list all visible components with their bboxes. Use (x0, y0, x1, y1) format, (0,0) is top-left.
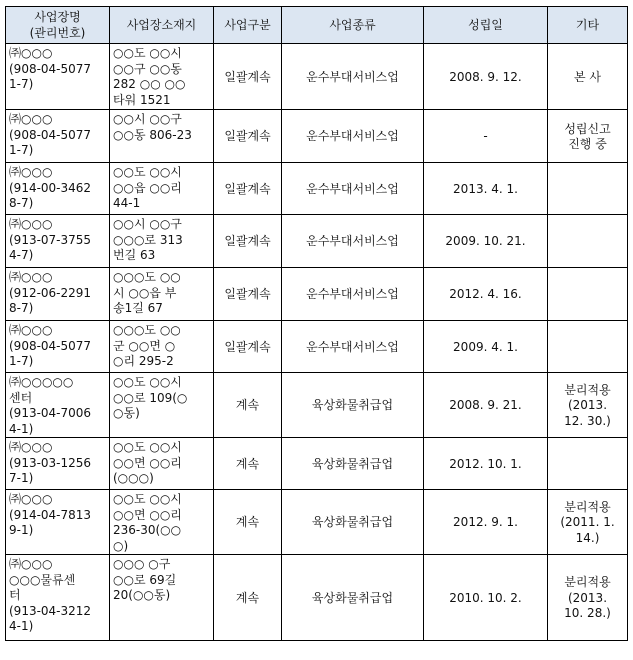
cell-type: 일괄계속 (214, 44, 282, 110)
cell-kind: 육상화물취급업 (282, 373, 424, 438)
cell-type: 일괄계속 (214, 321, 282, 373)
table-row (6, 163, 628, 215)
col-header-kind: 사업종류 (282, 7, 424, 44)
cell-type: 일괄계속 (214, 163, 282, 215)
col-header-type: 사업구분 (214, 7, 282, 44)
cell-kind: 육상화물취급업 (282, 438, 424, 490)
cell-kind: 운수부대서비스업 (282, 163, 424, 215)
table-row (6, 110, 628, 163)
table-row (6, 555, 628, 641)
cell-note: 성립신고 진행 중 (548, 110, 628, 163)
cell-type: 계속 (214, 373, 282, 438)
cell-name: ㈜○○○ (908-04-5077 1-7) (6, 110, 110, 163)
cell-note: 분리적용 (2013. 12. 30.) (548, 373, 628, 438)
table-row (6, 268, 628, 321)
cell-name: ㈜○○○ (913-03-1256 7-1) (6, 438, 110, 490)
cell-date: 2008. 9. 21. (424, 373, 548, 438)
cell-note (548, 163, 628, 215)
cell-date: 2009. 10. 21. (424, 215, 548, 268)
cell-address: ○○도 ○○시 ○○읍 ○○리 44-1 (110, 163, 214, 215)
cell-type: 일괄계속 (214, 268, 282, 321)
cell-type: 계속 (214, 555, 282, 641)
table-row (6, 438, 628, 490)
cell-address: ○○○도 ○○ 시 ○○읍 부 송1길 67 (110, 268, 214, 321)
cell-note (548, 438, 628, 490)
cell-note (548, 268, 628, 321)
cell-kind: 육상화물취급업 (282, 555, 424, 641)
cell-kind: 운수부대서비스업 (282, 110, 424, 163)
cell-address: ○○도 ○○시 ○○면 ○○리 236-30(○○ ○) (110, 490, 214, 555)
col-header-note: 기타 (548, 7, 628, 44)
cell-date: 2010. 10. 2. (424, 555, 548, 641)
table-row (6, 490, 628, 555)
cell-name: ㈜○○○ (908-04-5077 1-7) (6, 44, 110, 110)
cell-address: ○○도 ○○시 ○○로 109(○ ○동) (110, 373, 214, 438)
cell-address: ○○시 ○○구 ○○○로 313 번길 63 (110, 215, 214, 268)
col-header-name: 사업장명 (관리번호) (6, 7, 110, 44)
cell-kind: 운수부대서비스업 (282, 215, 424, 268)
cell-date: 2012. 10. 1. (424, 438, 548, 490)
table-body (6, 44, 628, 641)
cell-date: 2013. 4. 1. (424, 163, 548, 215)
header-row (6, 7, 628, 44)
cell-note (548, 215, 628, 268)
cell-note: 분리적용 (2011. 1. 14.) (548, 490, 628, 555)
cell-date: - (424, 110, 548, 163)
table-row (6, 373, 628, 438)
cell-address: ○○도 ○○시 ○○구 ○○동 282 ○○ ○○ 타워 1521 (110, 44, 214, 110)
table-row (6, 215, 628, 268)
cell-date: 2012. 4. 16. (424, 268, 548, 321)
cell-address: ○○○ ○구 ○○로 69길 20(○○동) (110, 555, 214, 641)
cell-date: 2012. 9. 1. (424, 490, 548, 555)
cell-kind: 육상화물취급업 (282, 490, 424, 555)
cell-kind: 운수부대서비스업 (282, 321, 424, 373)
cell-name: ㈜○○○ (913-07-3755 4-7) (6, 215, 110, 268)
cell-type: 일괄계속 (214, 110, 282, 163)
cell-name: ㈜○○○ (912-06-2291 8-7) (6, 268, 110, 321)
table-row (6, 44, 628, 110)
cell-kind: 운수부대서비스업 (282, 44, 424, 110)
cell-note: 분리적용 (2013. 10. 28.) (548, 555, 628, 641)
col-header-address: 사업장소재지 (110, 7, 214, 44)
cell-name: ㈜○○○ ○○○물류센 터 (913-04-3212 4-1) (6, 555, 110, 641)
cell-address: ○○시 ○○구 ○○동 806-23 (110, 110, 214, 163)
cell-type: 계속 (214, 438, 282, 490)
col-header-date: 성립일 (424, 7, 548, 44)
cell-kind: 운수부대서비스업 (282, 268, 424, 321)
cell-date: 2008. 9. 12. (424, 44, 548, 110)
cell-address: ○○○도 ○○ 군 ○○면 ○ ○리 295-2 (110, 321, 214, 373)
cell-address: ○○도 ○○시 ○○면 ○○리 (○○○) (110, 438, 214, 490)
cell-type: 계속 (214, 490, 282, 555)
business-table (5, 6, 628, 641)
table-row (6, 321, 628, 373)
cell-type: 일괄계속 (214, 215, 282, 268)
cell-note (548, 321, 628, 373)
cell-name: ㈜○○○ (914-04-7813 9-1) (6, 490, 110, 555)
cell-name: ㈜○○○ (914-00-3462 8-7) (6, 163, 110, 215)
cell-note: 본 사 (548, 44, 628, 110)
cell-date: 2009. 4. 1. (424, 321, 548, 373)
cell-name: ㈜○○○ (908-04-5077 1-7) (6, 321, 110, 373)
cell-name: ㈜○○○○○ 센터 (913-04-7006 4-1) (6, 373, 110, 438)
